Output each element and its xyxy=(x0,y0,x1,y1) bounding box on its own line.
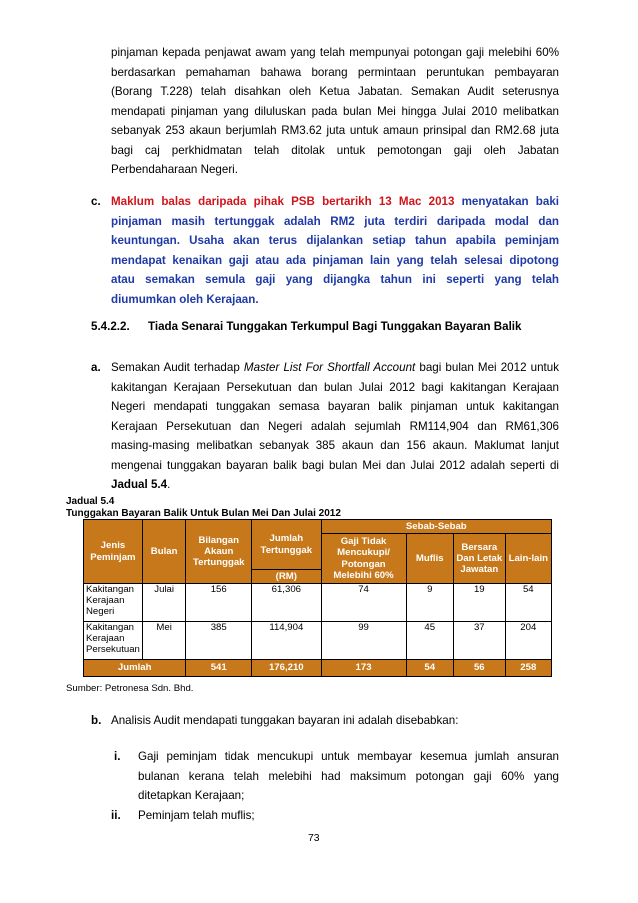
table-label: Jadual 5.4 xyxy=(66,496,115,507)
header-bilangan-akaun: Bilangan Akaun Tertunggak xyxy=(186,520,252,584)
table-title: Tunggakan Bayaran Balik Untuk Bulan Mei Dan Julai 2012 xyxy=(66,508,341,519)
paragraph-c-response xyxy=(111,192,559,309)
text-line: sebanyak 253 akaun berjumlah RM3.62 juta untuk amaun prinsipal dan RM2.68 juta xyxy=(111,124,559,137)
cell-jumlah: 61,306 xyxy=(252,584,322,622)
text-line: Peminjam telah muflis; xyxy=(138,809,255,822)
text-line: atau semakan semula gaji yang dijangka tahun ini seperti yang telah xyxy=(111,273,559,286)
response-reference: Maklum balas daripada pihak PSB bertarikh 13 Mac 2013 xyxy=(111,195,455,208)
text-line: Perbendaharaan Negeri. xyxy=(111,163,238,176)
text-line: masing-masing melibatkan sebanyak 385 akaun dan 156 akaun. Maklumat lanjut xyxy=(111,439,559,452)
list-marker-c: c. xyxy=(91,195,101,208)
cell-bersara: 37 xyxy=(453,622,505,660)
header-muflis: Muflis xyxy=(406,534,453,584)
cell-lain: 204 xyxy=(505,622,551,660)
cell-total-gaji: 173 xyxy=(321,660,406,677)
cell-total-bersara: 56 xyxy=(453,660,505,677)
header-lain-lain: Lain-lain xyxy=(505,534,551,584)
text-line: berdasarkan pemahaman bahawa borang permintaan peruntukan pembayaran xyxy=(111,65,559,79)
text-line: Semakan Audit terhadap Master List For Shortfall Account bagi bulan Mei 2012 untuk xyxy=(111,361,559,374)
cell-gaji: 99 xyxy=(321,622,406,660)
header-jumlah-unit: (RM) xyxy=(252,570,322,584)
table-row xyxy=(84,622,552,660)
paragraph-b xyxy=(111,711,559,731)
cell-lain: 54 xyxy=(505,584,551,622)
table-source: Sumber: Petronesa Sdn. Bhd. xyxy=(66,683,194,694)
text-line: Kerajaan Persekutuan dan Negeri adalah sejumlah RM114,904 dan RM61,306 xyxy=(111,419,559,433)
page-number: 73 xyxy=(308,833,320,844)
table-reference: Jadual 5.4 xyxy=(111,478,168,491)
list-marker-a: a. xyxy=(91,361,101,374)
cell-total-bilangan: 541 xyxy=(186,660,252,677)
cell-bulan: Mei xyxy=(142,622,186,660)
text-line: pinjaman masih tertunggak adalah RM2 juta terdiri daripada modal dan xyxy=(111,214,559,228)
text-line: ditetapkan Kerajaan; xyxy=(138,789,245,802)
header-bulan: Bulan xyxy=(142,520,186,584)
text-line: pinjaman kepada penjawat awam yang telah mempunyai potongan gaji melebihi 60% xyxy=(111,46,559,59)
cell-total-muflis: 54 xyxy=(406,660,453,677)
text-line: Maklum balas daripada pihak PSB bertarikh 13 Mac 2013 menyatakan baki xyxy=(111,195,559,208)
text-line: Analisis Audit mendapati tunggakan bayaran ini adalah disebabkan: xyxy=(111,714,459,727)
paragraph-top xyxy=(111,43,559,180)
arrears-table xyxy=(83,519,552,677)
cell-bulan: Julai xyxy=(142,584,186,622)
header-jenis-peminjam: Jenis Peminjam xyxy=(84,520,143,584)
text-line: bagi caj perkhidmatan telah ditolak untuk pemotongan gaji oleh Jabatan xyxy=(111,143,559,157)
table-total-row xyxy=(84,660,552,677)
text-line: kakitangan Kerajaan Persekutuan dan bulan Julai 2012 bagi kakitangan Kerajaan xyxy=(111,380,559,394)
cell-total-jumlah: 176,210 xyxy=(252,660,322,677)
cell-bersara: 19 xyxy=(453,584,505,622)
list-item-ii xyxy=(138,806,559,826)
text-line: (Borang T.228) telah disahkan oleh Ketua Jabatan. Semakan Audit seterusnya xyxy=(111,85,559,98)
text-line: keuntungan. Usaha akan terus dijalankan setiap tahun apabila peminjam xyxy=(111,234,559,247)
table-row xyxy=(84,584,552,622)
cell-gaji: 74 xyxy=(321,584,406,622)
section-title: Tiada Senarai Tunggakan Terkumpul Bagi Tunggakan Bayaran Balik xyxy=(148,320,522,333)
section-number: 5.4.2.2. xyxy=(91,320,130,333)
text-line: mendapat kenaikan gaji atau ada pinjaman lain yang telah selesai dipotong xyxy=(111,253,559,267)
cell-jumlah: 114,904 xyxy=(252,622,322,660)
list-marker-i: i. xyxy=(114,750,121,763)
list-item-i xyxy=(138,747,559,806)
cell-total-lain: 258 xyxy=(505,660,551,677)
cell-muflis: 9 xyxy=(406,584,453,622)
list-marker-ii: ii. xyxy=(111,809,121,822)
text-line: Gaji peminjam tidak mencukupi untuk membayar kesemua jumlah ansuran xyxy=(138,750,559,763)
cell-total-label: Jumlah xyxy=(84,660,186,677)
header-sebab-sebab: Sebab-Sebab xyxy=(321,520,551,534)
cell-jenis: Kakitangan Kerajaan Negeri xyxy=(84,584,143,622)
text-line: diumumkan oleh Kerajaan. xyxy=(111,292,259,306)
text-line: Jadual 5.4. xyxy=(111,478,171,491)
text-line: mengenai tunggakan bayaran balik bagi bulan Mei dan Julai 2012 adalah seperti di xyxy=(111,458,559,472)
document-title-italic: Master List For Shortfall Account xyxy=(243,361,416,374)
text-line: bulanan kerana telah melebihi had maksimum potongan gaji 60% yang xyxy=(138,769,559,783)
cell-muflis: 45 xyxy=(406,622,453,660)
cell-bilangan: 385 xyxy=(186,622,252,660)
header-bersara: Bersara Dan Letak Jawatan xyxy=(453,534,505,584)
text-line: Negeri mendapati tunggakan semasa bayaran balik pinjaman untuk kakitangan xyxy=(111,400,559,413)
text-line: mendapati pinjaman yang diluluskan pada bulan Mei hingga Julai 2010 melibatkan xyxy=(111,104,559,118)
cell-jenis: Kakitangan Kerajaan Persekutuan xyxy=(84,622,143,660)
list-marker-b: b. xyxy=(91,714,102,727)
paragraph-a xyxy=(111,358,559,495)
cell-bilangan: 156 xyxy=(186,584,252,622)
header-jumlah-tertunggak: Jumlah Tertunggak xyxy=(252,520,322,570)
header-gaji-tidak-mencukupi: Gaji Tidak Mencukupi/ Potongan Melebihi 60% xyxy=(321,534,406,584)
